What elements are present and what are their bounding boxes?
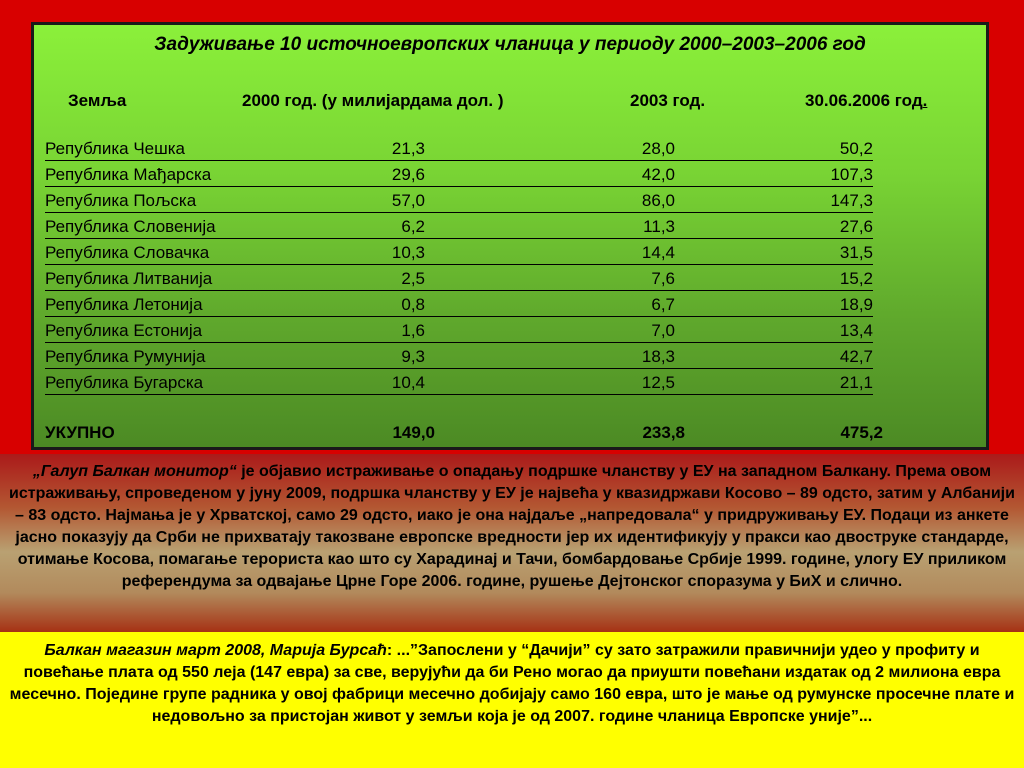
value-2003-cell: 11,3 <box>643 217 675 236</box>
balkan-paragraph <box>6 640 1018 728</box>
value-2003-cell: 86,0 <box>641 191 675 210</box>
total-2003: 233,8 <box>642 423 685 442</box>
total-row <box>45 423 883 447</box>
value-2000-cell: 10,3 <box>391 243 425 262</box>
table-row <box>45 316 873 343</box>
value-2000-cell: 1,6 <box>401 321 425 340</box>
country-cell: Република Бугарска <box>45 373 204 392</box>
value-2006-cell: 50,2 <box>839 139 873 158</box>
value-2000-cell: 21,3 <box>391 139 425 158</box>
gallup-section <box>0 454 1024 632</box>
header-2006-dot: . <box>922 91 928 110</box>
header-2003: 2003 год. <box>630 91 706 110</box>
value-2006-cell: 107,3 <box>830 165 873 184</box>
country-cell: Република Мађарска <box>45 165 212 184</box>
country-cell: Република Словенија <box>45 217 216 236</box>
table-row <box>45 368 873 395</box>
country-cell: Република Пољска <box>45 191 197 210</box>
country-cell: Република Летонија <box>45 295 203 314</box>
country-cell: Република Естонија <box>45 321 203 340</box>
value-2003-cell: 7,6 <box>651 269 675 288</box>
value-2006-cell: 18,9 <box>839 295 873 314</box>
value-2003-cell: 42,0 <box>641 165 675 184</box>
table-row <box>45 160 873 187</box>
value-2006-cell: 27,6 <box>839 217 873 236</box>
value-2006-cell: 21,1 <box>839 373 873 392</box>
country-cell: Република Чешка <box>45 139 186 158</box>
value-2003-cell: 12,5 <box>641 373 675 392</box>
value-2000-cell: 57,0 <box>391 191 425 210</box>
value-2003-cell: 18,3 <box>641 347 675 366</box>
table-row <box>45 134 873 161</box>
value-2000-cell: 10,4 <box>391 373 425 392</box>
balkan-source: Балкан магазин март 2008, Марија Бурсаћ <box>44 642 387 659</box>
value-2000-cell: 0,8 <box>401 295 425 314</box>
header-2000: 2000 год. (у милијардама дол. ) <box>242 91 504 110</box>
total-2006: 475,2 <box>840 423 883 442</box>
header-2006 <box>805 91 927 111</box>
value-2003-cell: 14,4 <box>641 243 675 262</box>
value-2000-cell: 9,3 <box>401 347 425 366</box>
value-2003-cell: 7,0 <box>651 321 675 340</box>
gallup-paragraph <box>6 461 1018 593</box>
country-cell: Република Словачка <box>45 243 210 262</box>
country-cell: Република Литванија <box>45 269 213 288</box>
total-2000: 149,0 <box>392 423 435 442</box>
table-row <box>45 342 873 369</box>
table-row <box>45 238 873 265</box>
table-row <box>45 264 873 291</box>
header-2006-text: 30.06.2006 год <box>805 91 923 110</box>
debt-table-panel <box>31 22 989 450</box>
value-2003-cell: 28,0 <box>641 139 675 158</box>
value-2006-cell: 31,5 <box>839 243 873 262</box>
value-2006-cell: 15,2 <box>839 269 873 288</box>
table-title: Задуживање 10 источноевропских чланица у периоду 2000–2003–2006 год <box>154 34 866 55</box>
table-row <box>45 186 873 213</box>
value-2006-cell: 13,4 <box>839 321 873 340</box>
value-2006-cell: 42,7 <box>839 347 873 366</box>
value-2006-cell: 147,3 <box>830 191 873 210</box>
header-country: Земља <box>68 91 127 110</box>
gallup-text: је објавио истраживање о опадању подршке чланству у ЕУ на западном Балкану. Према овом истраживању, спроведеном у јуну 2009, подршка чланству у ЕУ је највећа у квазидржави Косово – 89 одсто, затим у Албанији – 83 одсто. Најмања је у Хрватској, само 29 одсто, иако је она најдаље „напредовала“ у придруживању ЕУ. Подаци из анкете јасно показују да Срби не прихватају такозване европске вредности јер их идентификују у пракси као двоструке стандарде, отимање Косова, помагање терориста као што су Харадинај и Тачи, бомбардовање Србије 1999. године, улогу ЕУ приликом референдума за одвајање Црне Горе 2006. године, рушење Дејтонског споразума у БиХ и слично. <box>9 463 1015 590</box>
value-2000-cell: 29,6 <box>391 165 425 184</box>
table-row <box>45 212 873 239</box>
value-2003-cell: 6,7 <box>651 295 675 314</box>
balkan-section <box>0 632 1024 768</box>
country-cell: Република Румунија <box>45 347 206 366</box>
table-row <box>45 290 873 317</box>
gallup-source: „Галуп Балкан монитор“ <box>32 463 237 480</box>
total-label: УКУПНО <box>45 423 115 442</box>
balkan-text: : ...”Запослени у “Дачији” су зато затражили правичнији удео у профиту и повећање плата од 550 леја (147 евра) за све, верујући да би Рено могао да приушти повећани издатак од 2 милиона евра месечно. Поједине групе радника у овој фабрици месечно добијају само 160 евра, што је мање од румунске просечне плате и недовољно за пристојан живот у земљи која је од 2007. године чланица Европске уније”... <box>9 642 1015 725</box>
value-2000-cell: 6,2 <box>401 217 425 236</box>
value-2000-cell: 2,5 <box>401 269 425 288</box>
